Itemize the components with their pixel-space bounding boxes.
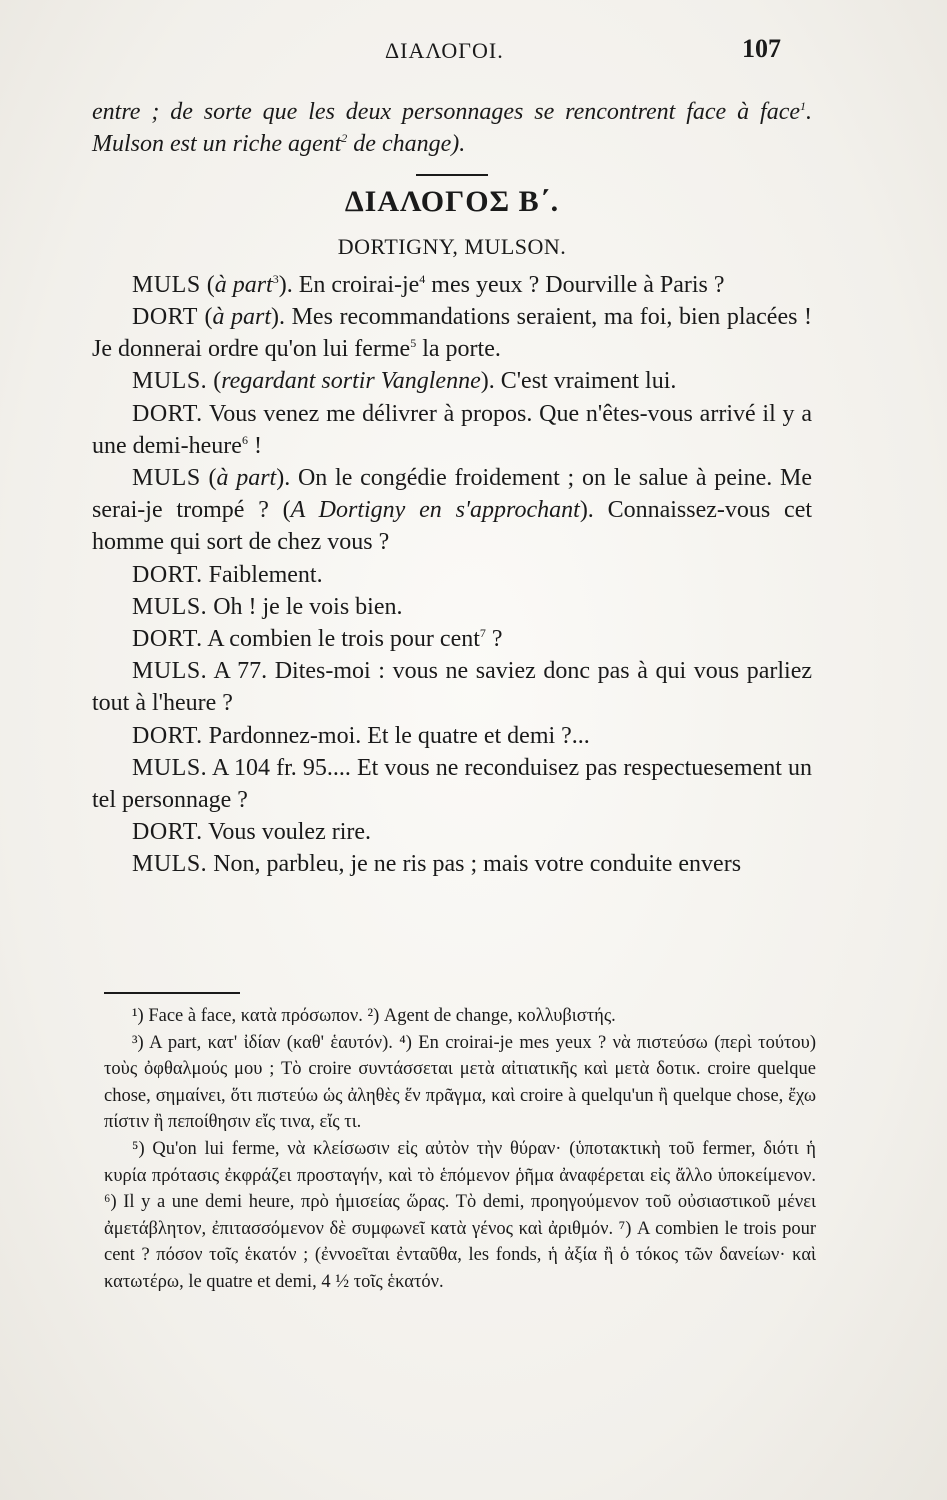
line-text: Pardonnez-moi. Et le quatre et demi ?... <box>202 722 590 749</box>
stage-note: à part <box>216 465 277 492</box>
dialogue-line <box>92 623 812 655</box>
speaker-name: MULS. <box>132 851 208 878</box>
line-text: ). Connaissez-vous cet homme qui sort de chez vous ? <box>92 497 813 556</box>
footnote-ref-4: 4 <box>419 271 426 286</box>
stage-note: à part <box>212 304 272 331</box>
stage-direction-part2: . Mulson est un riche agent <box>92 99 812 158</box>
line-text: mes yeux ? Dourville à Paris ? <box>425 271 725 298</box>
speaker-name: DORT. <box>132 561 203 588</box>
line-text: la porte. <box>416 336 501 363</box>
footnote: ¹) Face à face, κατὰ πρόσωπον. ²) Agent de change, κολλυβιστής. <box>132 1006 616 1026</box>
dialogue-line <box>92 559 812 591</box>
speaker-name: MULS <box>132 271 201 298</box>
line-text: ). On le congédie froidement ; on le salue à peine. Me serai-je trompé ? ( <box>92 465 812 524</box>
dialogue-line <box>92 816 812 848</box>
footnote-ref-3: 3 <box>272 271 279 286</box>
line-text: A 77. Dites-moi : vous ne saviez donc pas à qui vous parliez tout à l'heure ? <box>92 658 812 717</box>
speaker-name: DORT. <box>132 400 203 427</box>
dialogue-line <box>92 365 812 397</box>
dialogue-line <box>92 591 812 623</box>
line-text: A 104 fr. 95.... Et vous ne reconduisez pas respectuesement un tel personnage ? <box>92 754 812 814</box>
speaker-name: MULS. <box>132 658 208 685</box>
dialogue-line <box>92 752 812 816</box>
line-text: Faiblement. <box>202 561 323 588</box>
footnote-ref-1: 1 <box>800 99 806 113</box>
line-text: ). Mes recommandations seraient, ma foi, bien placées ! Je donnerai ordre qu'on lui ferme <box>92 304 812 363</box>
line-text: ( <box>200 465 217 492</box>
dialogue-line <box>92 301 812 365</box>
page-number: 107 <box>742 34 781 63</box>
stage-note: à part <box>214 271 273 298</box>
stage-note: regardant sortir Vanglenne <box>221 368 481 395</box>
footnote: ³) A part, κατ' ἰδίαν (καθ' ἑαυτόν). ⁴) En croirai-je mes yeux ? νὰ πιστεύσω (περὶ τούτου) τοὺς ὀφθαλμούς μου ; Τὸ croire συντάσσεται μετὰ αἰτιατικῆς καὶ μετὰ δοτικ. croire quelque chose, σημαίνει, ὅτι πιστεύω ὡς ἀληθὲς ἕν πρᾶγμα, καὶ croire à quelqu'un ἢ quelque chose, ἔχω πίστιν ἢ πεποίθησιν εἴς τινα, εἴς τι. <box>104 1032 816 1133</box>
line-text: ). En croirai-je <box>278 271 420 298</box>
line-text: Oh ! je le vois bien. <box>207 593 403 620</box>
dialogue-line <box>92 655 812 719</box>
speaker-name: DORT <box>132 304 198 331</box>
footnotes <box>104 1003 816 1296</box>
line-text: Vous voulez rire. <box>202 819 372 846</box>
footnote-ref-7: 7 <box>479 626 486 641</box>
main-text <box>92 96 812 881</box>
dialogue-line <box>92 848 812 880</box>
speaker-name: MULS <box>132 465 201 492</box>
footnote: ⁵) Qu'on lui ferme, νὰ κλείσωσιν εἰς αὐτὸν τὴν θύραν· (ὑποτακτικὴ τοῦ fermer, διότι ἡ κυρία πρότασις ἐκφράζει προσταγήν, καὶ τὸ ἑπόμενον ῥῆμα ἀναφέρεται εἰς ἄλλο ὑποκείμενον. ⁶) Il y a une demi heure, πρὸ ἡμισείας ὥρας. Τὸ demi, προηγούμενον τοῦ οὐσιαστικοῦ μένει ἀμετάβλητον, ἐπιτασσόμενον δὲ συμφωνεῖ κατὰ γένος καὶ ἀριθμόν. ⁷) A combien le trois pour cent ? πόσον τοῖς ἑκατόν ; (ἐννοεῖται ἐνταῦθα, les fonds, ἡ ἀξία ἢ ὁ τόκος τῶν δανείων· καὶ κατωτέρω, le quatre et demi, 4 ½ τοῖς ἑκατόν. <box>104 1138 816 1292</box>
footnote-ref-6: 6 <box>241 432 248 447</box>
stage-direction-part1: entre ; de sorte que les deux personnages se rencontrent face à face <box>92 99 800 125</box>
speaker-name: MULS. <box>132 368 208 395</box>
dialogue-line <box>92 269 812 301</box>
footnote-divider <box>104 992 240 994</box>
line-text: ( <box>197 304 213 331</box>
stage-direction <box>92 96 812 160</box>
speaker-name: DORT. <box>132 722 203 749</box>
stage-direction-part3: de change). <box>347 131 466 158</box>
footnote-ref-2: 2 <box>341 131 348 146</box>
line-text: Non, parbleu, je ne ris pas ; mais votre conduite envers <box>207 851 742 878</box>
dialogue-line <box>92 462 812 559</box>
dialogue-title: ΔΙΑΛΟΓΟΣ Β΄. <box>344 185 560 219</box>
speaker-name: MULS. <box>132 754 208 781</box>
line-text: ). C'est vraiment lui. <box>480 368 677 395</box>
speaker-name: MULS. <box>132 593 208 620</box>
line-text: ( <box>207 368 222 395</box>
speaker-name: DORT. <box>132 626 203 653</box>
line-text: ? <box>485 626 503 653</box>
line-text: A combien le trois pour cent <box>202 626 480 653</box>
dialogue-line <box>92 720 812 752</box>
dialogue-line <box>92 398 812 462</box>
line-text: ( <box>200 271 215 298</box>
line-text: ! <box>247 432 262 459</box>
stage-note: A Dortigny en s'approchant <box>290 497 580 524</box>
footnote-ref-5: 5 <box>410 336 417 351</box>
speaker-name: DORT. <box>132 819 203 846</box>
section-divider <box>416 174 488 176</box>
character-list: DORTIGNY, MULSON. <box>337 233 567 259</box>
running-title: ΔΙΑΛΟΓΟΙ. <box>385 38 504 63</box>
line-text: Vous venez me délivrer à propos. Que n'êtes-vous arrivé il y a une demi-heure <box>92 400 812 459</box>
